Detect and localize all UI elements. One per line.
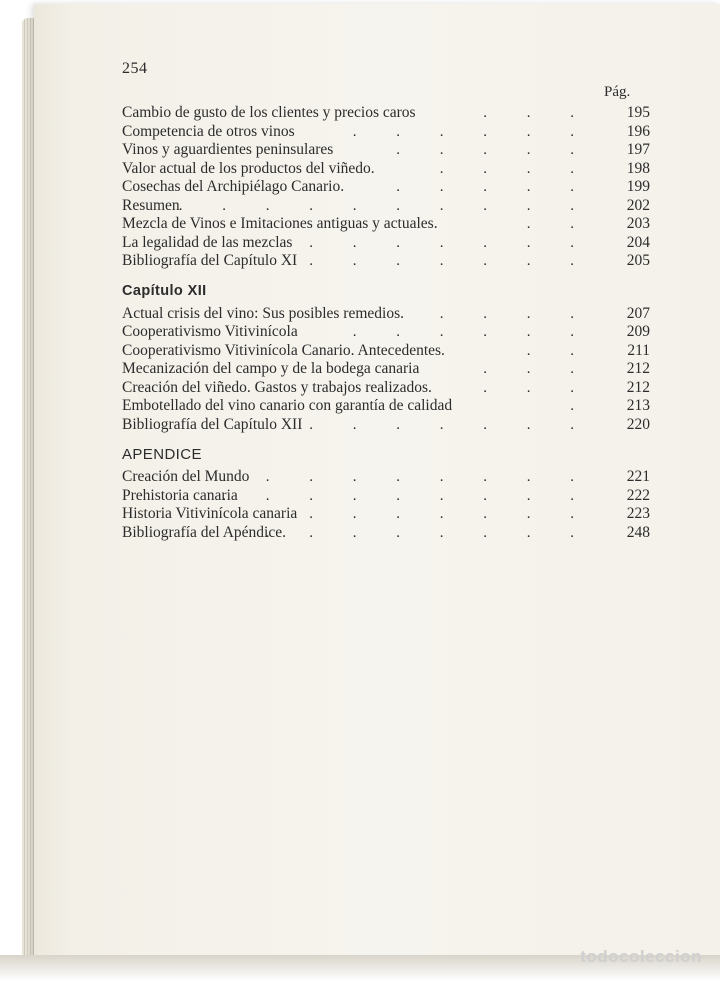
leader-dots: . . . . . . . . .	[222, 487, 592, 504]
leader-dots: . .	[526, 342, 592, 359]
leader-dots: . .	[526, 216, 592, 232]
leader-dots: . . . . . .	[352, 324, 592, 340]
toc-entry-title: Embotellado del vino canario con garantía de calidad	[122, 397, 453, 414]
toc-entry-page: 213	[626, 397, 650, 414]
toc-section	[122, 104, 652, 271]
toc-entry-title: Historia Vitivinícola canaria	[122, 505, 298, 522]
leader-dots: . . . . . . . . . .	[178, 197, 592, 214]
toc-entry	[122, 342, 652, 361]
leader-dots: . . . .	[439, 305, 592, 322]
leader-dots: . . . . . . . .	[265, 524, 592, 541]
toc-entry	[122, 104, 652, 123]
toc-entry-page: 209	[626, 323, 650, 340]
toc-entry-title: Cambio de gusto de los clientes y precios caros	[122, 104, 416, 121]
toc-entry-page: 205	[626, 252, 650, 269]
toc-entry	[122, 487, 652, 506]
toc-entry-page: 211	[627, 341, 650, 359]
leader-dots: . . .	[483, 361, 592, 377]
toc-entry-title: Mecanización del campo y de la bodega canaria	[122, 360, 420, 377]
toc-entry	[122, 468, 652, 487]
toc-entry	[122, 397, 652, 416]
leader-dots: . . . . . . .	[309, 506, 592, 522]
leader-dots: . . . . .	[396, 179, 592, 195]
toc-entry	[122, 360, 652, 379]
toc-entry-title: Valor actual de los productos del viñedo.	[122, 159, 375, 177]
toc-entry-page: 220	[626, 415, 650, 433]
toc-section	[122, 444, 652, 542]
leader-dots: . . . . . . .	[309, 416, 592, 433]
toc-entry-page: 248	[626, 523, 650, 541]
toc-entry-page: 212	[626, 378, 650, 396]
toc-entry	[122, 160, 652, 179]
toc-entry-title: Creación del viñedo. Gastos y trabajos realizados.	[122, 378, 432, 396]
toc-entry	[122, 141, 652, 160]
toc-entry-page: 207	[626, 304, 650, 322]
toc-entry	[122, 379, 652, 398]
leader-dots: . . .	[483, 105, 592, 121]
toc-entry	[122, 178, 652, 197]
toc-entry-page: 195	[626, 104, 650, 121]
toc-entry-title: Creación del Mundo	[122, 468, 250, 485]
toc-entry	[122, 323, 652, 342]
toc-entry-page: 212	[626, 360, 650, 377]
page-number: 254	[122, 60, 148, 77]
toc-entry-title: Cooperativismo Vitivinícola Canario. Antecedentes.	[122, 341, 445, 359]
chapter-heading: Capítulo XII	[122, 282, 207, 299]
toc-entry-page: 203	[626, 215, 650, 232]
leader-dots: . . . . .	[396, 142, 592, 158]
page-column-header: Pág.	[604, 84, 631, 100]
toc-entry-title: Resumen	[122, 196, 180, 214]
toc-entry-title: Bibliografía del Capítulo XII	[122, 415, 303, 433]
leader-dots: . . . . . . . . .	[222, 469, 592, 485]
toc-entry-title: Cooperativismo Vitivinícola	[122, 323, 298, 340]
toc-section	[122, 279, 652, 435]
toc-entry-page: 197	[626, 141, 650, 158]
toc-entry-page: 222	[626, 486, 650, 504]
toc-entry	[122, 123, 652, 142]
toc-entry-title: Mezcla de Vinos e Imitaciones antiguas y actuales.	[122, 215, 438, 232]
toc-entry	[122, 197, 652, 216]
watermark: todocoleccion	[580, 947, 702, 966]
toc-entry-page: 198	[626, 159, 650, 177]
leader-dots: .	[570, 398, 592, 414]
leader-dots: . . . .	[439, 160, 592, 177]
toc-entry	[122, 505, 652, 524]
toc-entry-page: 204	[626, 233, 650, 251]
toc-entry-title: Cosechas del Archipiélago Canario.	[122, 178, 345, 195]
toc-entry-page: 199	[626, 178, 650, 195]
appendix-heading: APENDICE	[122, 446, 202, 463]
toc-entry-page: 223	[626, 505, 650, 522]
toc-entry-page: 221	[626, 468, 650, 485]
leader-dots: . . .	[483, 379, 592, 396]
toc-entry-title: Competencia de otros vinos	[122, 122, 295, 140]
toc-entry	[122, 416, 652, 435]
leader-dots: . . . . . .	[352, 123, 592, 140]
toc-entry	[122, 215, 652, 234]
toc-entry-title: Actual crisis del vino: Sus posibles remedios.	[122, 304, 404, 322]
toc-entry-title: Bibliografía del Apéndice.	[122, 523, 286, 541]
toc-entry-page: 196	[626, 122, 650, 140]
toc-entry-title: Vinos y aguardientes peninsulares	[122, 141, 334, 158]
toc-entry-page: 202	[626, 196, 650, 214]
toc-entry	[122, 234, 652, 253]
leader-dots: . . . . . . .	[309, 234, 592, 251]
toc-entry	[122, 252, 652, 271]
leader-dots: . . . . . . .	[309, 253, 592, 269]
toc-entry	[122, 305, 652, 324]
toc-entry-title: Prehistoria canaria	[122, 486, 238, 504]
toc-entry-title: La legalidad de las mezclas	[122, 233, 293, 251]
toc-entry-title: Bibliografía del Capítulo XI	[122, 252, 298, 269]
toc-entry	[122, 524, 652, 543]
table-of-contents	[122, 104, 652, 542]
